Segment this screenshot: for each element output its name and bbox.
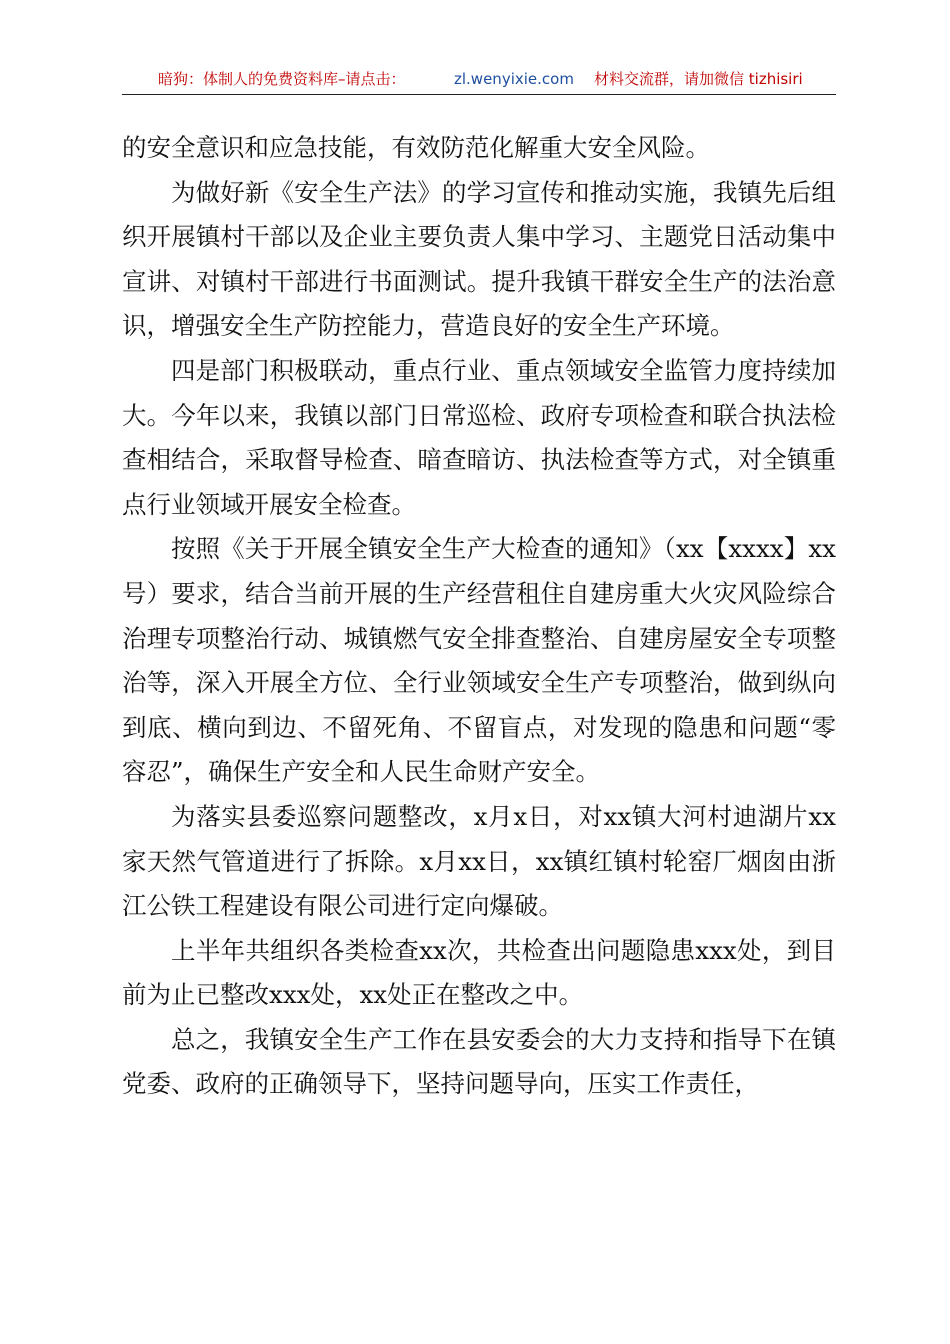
document-body bbox=[122, 126, 836, 1107]
paragraph: 为做好新《安全生产法》的学习宣传和推动实施，我镇先后组织开展镇村干部以及企业主要负责人集中学习、主题党日活动集中宣讲、对镇村干部进行书面测试。提升我镇干群安全生产的法治意识，增强安全生产防控能力，营造良好的安全生产环境。 bbox=[122, 177, 836, 341]
header-contact: 材料交流群，请加微信 tizhisiri bbox=[594, 70, 803, 88]
paragraph: 按照《关于开展全镇安全生产大检查的通知》（xx【xxxx】xx号）要求，结合当前开展的生产经营租住自建房重大火灾风险综合治理专项整治行动、城镇燃气安全排查整治、自建房屋安全专项整治等，深入开展全方位、全行业领域安全生产专项整治，做到纵向到底、横向到边、不留死角、不留盲点，对发现的隐患和问题“零容忍”，确保生产安全和人民生命财产安全。 bbox=[122, 534, 836, 787]
paragraph: 上半年共组织各类检查xx次，共检查出问题隐患xxx处，到目前为止已整改xxx处，xx处正在整改之中。 bbox=[122, 935, 836, 1010]
page-header bbox=[122, 68, 836, 95]
header-source-label: 暗狗：体制人的免费资料库 bbox=[158, 70, 339, 88]
header-source bbox=[158, 68, 406, 90]
paragraph: 四是部门积极联动，重点行业、重点领域安全监管力度持续加大。今年以来，我镇以部门日常巡检、政府专项检查和联合执法检查相结合，采取督导检查、暗查暗访、执法检查等方式，对全镇重点行业领域开展安全检查。 bbox=[122, 355, 836, 519]
header-click-label: –请点击： bbox=[338, 70, 406, 88]
paragraph: 总之，我镇安全生产工作在县安委会的大力支持和指导下在镇党委、政府的正确领导下，坚持问题导向，压实工作责任， bbox=[122, 1024, 836, 1099]
paragraph: 的安全意识和应急技能，有效防范化解重大安全风险。 bbox=[122, 133, 710, 162]
paragraph: 为落实县委巡察问题整改，x月x日，对xx镇大河村迪湖片xx家天然气管道进行了拆除。x月xx日，xx镇红镇村轮窑厂烟囱由浙江公铁工程建设有限公司进行定向爆破。 bbox=[122, 801, 836, 921]
header-link[interactable]: zl.wenyixie.com bbox=[454, 70, 574, 88]
